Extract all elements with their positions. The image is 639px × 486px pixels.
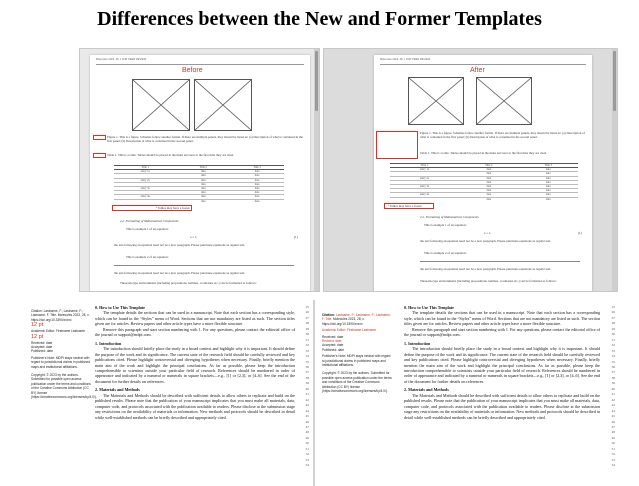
equation: a = 1, [484,231,492,235]
table-cell: data [459,180,518,184]
citation [322,313,392,326]
table-cell: data [519,184,579,188]
after-page [374,55,592,292]
methods-heading: 2. Materials and Methods [95,387,140,393]
equation-number: (1) [578,231,582,235]
intro-paragraph: The introduction should briefly place the study in a broad context and highlight why it is important. It should define the purpose of the work and its significance. The current state of the research field should be carefully reviewed and key publications cited. Please highlight controversial and diverging hypotheses when necessary. Finally, briefly mention the main aim of the work and highlight the principal conclusions. As far as possible, please keep the introduction comprehensible to scientists outside your particular field of research. References should be numbered in order of appearance and indicated by a numeral or numerals in square brackets—e.g., [1] or [2,3], or [4–6]. See the end of the document for further details on references. [95,346,295,384]
received-date: Received: date [322,334,344,339]
table-cell: entry 4a [390,193,459,197]
after-label: After [470,67,485,74]
table-header-cell: Title 1 [390,164,459,168]
line-number: 51 [305,446,309,451]
line-number: 54 [611,463,615,468]
published-date: Published: date [31,349,53,354]
howto-heading: 0. How to Use This Template [404,305,454,310]
after-main-text [404,305,600,420]
line-number: 45 [611,414,615,419]
highlight-table-label [93,153,106,158]
line-number: 48 [305,430,309,435]
table-cell: data [230,186,284,190]
table-cell: entry 1a [114,170,176,174]
copyright: Copyright: © 2023 by the authors. Submitted for possible open access publication under the terms and conditions of the Creative Commons Attribution (CC BY) license (https://creativecommons.org/licenses/by/4.0/). [31,373,97,400]
table-header-cell: Title 2 [459,164,518,168]
line-number: 50 [305,441,309,446]
table-cell: entry 3a [390,184,459,188]
line-number: 47 [611,424,615,429]
citation-prefix: Citation: [322,313,335,317]
line-number: 29 [611,326,615,331]
table-footnote: ¹ Tables may have a footer. [388,204,423,208]
table-cell: data [519,168,579,172]
publisher-note: Publisher's Note: MDPI stays neutral with regard to jurisdictional claims in published maps and institutional affiliations. [322,354,391,368]
howto-heading: 0. How to Use This Template [95,305,145,310]
line-number: 50 [611,441,615,446]
table-cell: data [459,168,518,172]
example-1: This is example 1 of an equation: [126,227,169,231]
page-title: Differences between the New and Former Templates [97,8,542,30]
figure-placeholder-left [132,79,190,131]
example-2: This is example 2 of an equation: [424,251,467,255]
formatting-heading: 2.2. Formatting of Mathematical Components [120,219,179,223]
line-number: 34 [305,354,309,359]
citation: Citation: Lastname, F.; Lastname, F.; Lastname, F. Title. Molecules 2023, 28, x. https://doi.org/10.3390/xxxxx [31,309,90,322]
line-number: 41 [305,392,309,397]
academic-editor: Academic Editor: Firstname Lastname [322,328,377,333]
line-number: 37 [611,370,615,375]
table-cell [390,197,459,201]
citation-names: Lastname, F.; Lastname, F.; Lastname, F. [322,313,391,322]
citation-doi: https://doi.org/10.3390/xxxxx [322,321,363,326]
equation-note-2: the text following an equation need not be a new paragraph. Please punctuate equations as regular text. [420,267,552,271]
line-number: 25 [611,305,615,309]
table-cell: entry 2a [114,178,176,182]
line-number: 42 [305,397,309,402]
line-number: 45 [305,414,309,419]
intro-paragraph: The introduction should briefly place the study in a broad context and highlight why it is important. It should define the purpose of the work and its significance. The current state of the research field should be carefully reviewed and key publications cited. Please highlight controversial and diverging hypotheses when necessary. Finally, briefly mention the main aim of the work and highlight the principal conclusions. As far as possible, please keep the introduction comprehensible to scientists outside your particular field of research. References should be numbered in order of appearance and indicated by a numeral or numerals in square brackets—e.g., [1] or [2,3], or [4–6]. See the end of the document for further details on references. [404,346,600,384]
line-number: 44 [305,408,309,413]
line-number: 41 [611,392,615,397]
scrollbar-thumb[interactable] [315,51,318,111]
theorem-note: Theorem-type environments (including propositions, lemmas, corollaries etc.) can be formatted as follows: [120,281,257,285]
table-cell: data [459,176,518,180]
received-date: Received: date [31,340,53,345]
table-cell: entry 1a [390,168,459,172]
before-body-page [29,301,312,485]
table-cell: data [176,191,230,195]
before-sidebar [31,309,97,400]
line-number: 53 [305,457,309,462]
data-table [390,163,578,201]
line-number: 36 [611,364,615,369]
line-number: 43 [305,403,309,408]
page-header: Molecules 2023, 28, x FOR PEER REVIEW [96,58,147,61]
remove-paragraph: Remove this paragraph and start section numbering with 1. For any questions, please contact the editorial office of the journal or support@mdpi.com. [404,326,600,338]
table-cell: data [230,178,284,182]
line-numbers [297,305,309,469]
line-number: 37 [305,370,309,375]
line-number: 31 [305,337,309,342]
line-number: 25 [305,305,309,309]
line-number: 47 [305,424,309,429]
formatting-heading: 2.2. Formatting of Mathematical Components [420,215,479,219]
equation-note-2: the text following an equation need not be a new paragraph. Please punctuate equations as regular text. [114,271,246,275]
line-number: 30 [611,332,615,337]
revised-date: Revised: date [322,339,342,344]
methods-paragraph: The Materials and Methods should be described with sufficient details to allow others to replicate and build on the published results. Please note that the publication of your manuscript implicates that you must make all materials, data, computer code, and protocols associated with the publication available to readers. Please disclose at the submission stage any restrictions on the availability of materials or information. New methods and protocols should be described in detail while well-established methods can be briefly described and appropriately cited. [95,392,295,420]
page-header: Molecules 2023, 28, x FOR PEER REVIEW [380,58,431,61]
remove-paragraph: Remove this paragraph and start section numbering with 1. For any questions, please contact the editorial office of the journal or support@mdpi.com. [95,326,295,338]
data-table [114,165,284,203]
table-cell: data [176,182,230,186]
table-cell: data [519,197,579,201]
scrollbar-thumb[interactable] [613,51,616,111]
line-number: 49 [611,435,615,440]
before-label: Before [182,67,203,74]
line-number: 26 [305,310,309,315]
table-cell: data [176,178,230,182]
before-page [90,55,310,292]
figure-caption: Figure 1. This is a figure. Schemes follow another format. If there are multiple panels, they should be listed as: (a) Description of what is contained in the first panel; (b) Description of what is contained in the second panel. [420,131,585,140]
spacing-marker: 12 pt [31,322,44,329]
line-number: 33 [305,348,309,353]
table-cell: data [459,184,518,188]
equation-rule [420,261,580,262]
table-header-cell: Title 2 [176,166,230,170]
table-cell: data [519,172,579,176]
accepted-date: Accepted: date [322,343,344,348]
line-numbers [603,305,615,469]
publisher-note: Publisher's Note: MDPI stays neutral with regard to jurisdictional claims in published maps and institutional affiliations. [31,355,90,369]
line-number: 46 [611,419,615,424]
methods-paragraph: The Materials and Methods should be described with sufficient details to allow others to replicate and build on the published results. Please note that the publication of your manuscript implicates that you must make all materials, data, computer code, and protocols associated with the publication available to readers. Please disclose at the submission stage any restrictions on the availability of materials or information. New methods and protocols should be described in detail while well-established methods can be briefly described and appropriately cited. [404,392,600,420]
line-number: 38 [305,375,309,380]
line-number: 31 [611,337,615,342]
line-number: 49 [305,435,309,440]
after-panel [323,48,618,292]
before-panel [79,48,320,292]
figure-caption: Figure 1. This is a figure. Schemes follow another format. If there are multiple panels, they should be listed as: (a) Description of what is contained in the first panel; (b) Description of what is contained in the second panel. [107,135,303,144]
copyright: Copyright: © 2023 by the authors. Submitted for possible open access publication under the terms and conditions of the Creative Commons Attribution (CC BY) license (https://creativecommons.org/licenses/by/4.0/). [322,371,392,394]
highlight-figure-label [93,135,106,140]
example-2: This is example 2 of an equation: [126,255,169,259]
table-cell: data [459,189,518,193]
line-number: 29 [305,326,309,331]
line-number: 52 [305,452,309,457]
table-row [390,197,578,201]
line-number: 43 [611,403,615,408]
equation-number: (1) [294,235,298,239]
table-cell: data [176,195,230,199]
table-caption: Table 1. This is a table. Tables should be placed in the main text near to the first time they are cited. [420,151,547,155]
table-cell: entry 2a [390,176,459,180]
line-number: 44 [611,408,615,413]
line-number: 32 [305,343,309,348]
table-row [114,199,284,203]
table-cell: data [230,174,284,178]
line-number: 35 [305,359,309,364]
table-cell: data [176,174,230,178]
equation-note: the text following an equation need not be a new paragraph. Please punctuate equations as regular text. [420,239,552,243]
citation-rest: Molecules 2023, 28, x. [333,317,365,322]
table-cell: entry 3a [114,186,176,190]
howto-paragraph: The template details the sections that can be used in a manuscript. Note that each section has a corresponding style, which can be found in the “Styles” menu of Word. Sections that are not mandatory are listed as such. The section titles given are for articles. Review papers and other article types have a more flexible structure. [95,310,295,327]
line-number: 54 [305,463,309,468]
table-cell: data [459,197,518,201]
line-number: 27 [611,315,615,320]
table-cell: entry 4a [114,195,176,199]
table-footnote: ¹ Tables may have a footer. [156,206,191,210]
howto-paragraph: The template details the sections that can be used in a manuscript. Note that each section has a corresponding style, which can be found in the “Styles” menu of Word. Sections that are not mandatory are listed as such. The section titles given are for articles. Review papers and other article types have a more flexible structure. [404,310,600,327]
line-number: 33 [611,348,615,353]
line-number: 32 [611,343,615,348]
line-number: 35 [611,359,615,364]
line-number: 39 [611,381,615,386]
intro-heading: 1. Introduction [404,340,431,346]
table-header-cell: Title 1 [114,166,176,170]
table-cell [114,199,176,203]
line-number: 39 [305,381,309,386]
table-header-cell: Title 3 [230,166,284,170]
table-cell: data [230,170,284,174]
header-rule [96,64,304,65]
header-rule [380,64,586,65]
table-cell: data [519,180,579,184]
equation-rule [114,265,294,266]
table-cell: data [176,170,230,174]
intro-heading: 1. Introduction [95,340,122,346]
table-cell: data [230,195,284,199]
equation-note: the text following an equation need not be a new paragraph. Please punctuate equations as regular text. [114,243,246,247]
line-number: 26 [611,310,615,315]
line-number: 40 [611,386,615,391]
theorem-note: Theorem-type environments (including propositions, lemmas, corollaries etc.) can be formatted as follows: [420,279,557,283]
line-number: 51 [611,446,615,451]
line-number: 30 [305,332,309,337]
table-cell: data [230,191,284,195]
line-number: 42 [611,397,615,402]
table-header-cell: Title 3 [519,164,579,168]
figure-placeholder-left [408,77,464,125]
after-body-page [318,301,618,485]
line-number: 28 [305,321,309,326]
example-1: This is example 1 of an equation: [424,223,467,227]
published-date: Published: date [322,347,344,352]
after-sidebar [322,313,392,394]
highlight-figure-label [376,131,418,159]
figure-placeholder-right [194,79,252,131]
table-cell: data [519,176,579,180]
table-cell: data [459,193,518,197]
line-number: 46 [305,419,309,424]
academic-editor: Academic Editor: Firstname Lastname [31,329,86,334]
line-number: 53 [611,457,615,462]
line-number: 27 [305,315,309,320]
spacing-marker: 12 pt [31,333,44,340]
line-number: 36 [305,364,309,369]
line-number: 28 [611,321,615,326]
panel-divider [313,300,315,486]
line-number: 38 [611,375,615,380]
line-number: 34 [611,354,615,359]
accepted-date: Accepted: date [31,345,53,350]
table-cell: data [519,193,579,197]
figure-placeholder-right [476,77,532,125]
citation-title: Title. [325,317,333,322]
line-number: 40 [305,386,309,391]
table-cell: data [230,199,284,203]
table-cell: data [176,186,230,190]
table-cell: data [230,182,284,186]
methods-heading: 2. Materials and Methods [404,387,449,393]
table-caption: Table 1. This is a table. Tables should be placed in the main text near to the first time they are cited. [107,153,234,157]
table-cell: data [519,189,579,193]
table-cell: data [176,199,230,203]
table-cell: data [459,172,518,176]
line-number: 52 [611,452,615,457]
line-number: 48 [611,430,615,435]
equation: a = 1, [190,235,198,239]
before-main-text [95,305,295,420]
